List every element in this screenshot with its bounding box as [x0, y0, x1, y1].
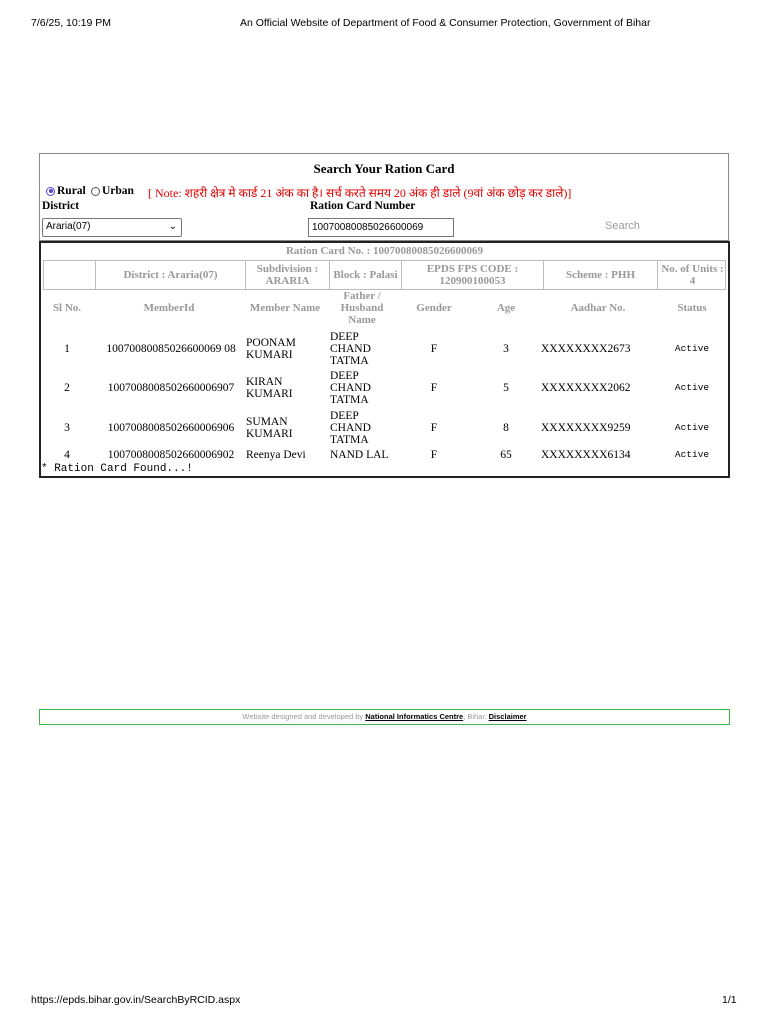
cell-member-id: 1007008008502660006907: [107, 382, 235, 394]
cell-gender: F: [430, 422, 438, 434]
panel-title: Search Your Ration Card: [313, 161, 455, 176]
col-member-id: MemberId: [143, 302, 195, 314]
cell-sl-no: 1: [64, 343, 70, 355]
col-gender: Gender: [416, 302, 452, 314]
card-info-row: [43, 260, 726, 290]
cell-age: 65: [500, 449, 512, 461]
urban-radio[interactable]: [91, 185, 134, 197]
col-age: Age: [496, 302, 516, 314]
urban-label: Urban: [102, 185, 134, 197]
ration-card-number-heading: Ration Card No. : 10070080085026600069: [285, 245, 484, 257]
cell-father-name: DEEP CHAND TATMA: [330, 331, 371, 367]
cell-status: Active: [674, 343, 710, 354]
cell-sl-no: 4: [64, 449, 70, 461]
radio-checked-icon[interactable]: [46, 187, 55, 196]
rural-radio[interactable]: [46, 185, 86, 197]
cell-age: 5: [503, 382, 509, 394]
info-blank: [44, 261, 96, 289]
district-label: District: [42, 200, 80, 212]
info-district: District : Araria(07): [96, 261, 246, 289]
cell-member-name: Reenya Devi: [246, 449, 306, 461]
cell-sl-no: 3: [64, 422, 70, 434]
footer-text: Website designed and developed by: [242, 712, 366, 721]
radio-unchecked-icon[interactable]: [91, 187, 100, 196]
cell-father-name: DEEP CHAND TATMA: [330, 370, 371, 406]
col-status: Status: [677, 302, 707, 314]
cell-aadhar: XXXXXXXX2062: [541, 382, 631, 394]
cell-member-id: 1007008008502660006906: [107, 422, 235, 434]
cell-status: Active: [674, 382, 710, 393]
info-scheme: Scheme : PHH: [544, 261, 658, 289]
info-units: No. of Units : 4: [661, 263, 724, 287]
table-row: [41, 331, 728, 367]
district-select[interactable]: [42, 218, 182, 237]
print-url: https://epds.bihar.gov.in/SearchByRCID.aspx: [31, 994, 241, 1006]
found-message: * Ration Card Found...!: [41, 463, 193, 475]
print-site-title: An Official Website of Department of Food & Consumer Protection, Government of Bihar: [240, 17, 651, 29]
cell-aadhar: XXXXXXXX9259: [541, 422, 631, 434]
table-row: [41, 449, 728, 461]
cell-father-name: DEEP CHAND TATMA: [330, 410, 371, 446]
search-panel: [39, 153, 729, 241]
table-row: [41, 370, 728, 406]
cell-member-id: 1007008008502660006902: [107, 449, 235, 461]
cell-status: Active: [674, 449, 710, 460]
ration-card-input[interactable]: 10070080085026600069: [308, 218, 454, 237]
footer-text-middle: , Bihar.: [463, 712, 489, 721]
cell-member-name: POONAM KUMARI: [246, 337, 296, 361]
cell-gender: F: [430, 449, 438, 461]
cell-status: Active: [674, 422, 710, 433]
chevron-down-icon: ⌄: [168, 221, 177, 232]
cell-gender: F: [430, 382, 438, 394]
info-subdivision: Subdivision : ARARIA: [246, 261, 330, 289]
cell-member-name: SUMAN KUMARI: [246, 416, 293, 440]
col-aadhar: Aadhar No.: [570, 302, 626, 314]
col-sl-no: Sl No.: [52, 302, 82, 314]
cell-gender: F: [430, 343, 438, 355]
cell-age: 3: [503, 343, 509, 355]
cell-age: 8: [503, 422, 509, 434]
info-block: Block : Palasi: [330, 261, 402, 289]
cell-aadhar: XXXXXXXX6134: [541, 449, 631, 461]
district-value: Araria(07): [46, 221, 91, 232]
results-panel: [39, 241, 730, 478]
search-button[interactable]: Search: [605, 220, 640, 232]
print-page-number: 1/1: [722, 994, 737, 1006]
print-datetime: 7/6/25, 10:19 PM: [31, 17, 111, 29]
col-father-husband: Father / Husband Name: [340, 290, 384, 326]
cell-member-name: KIRAN KUMARI: [246, 376, 293, 400]
table-row: [41, 410, 728, 446]
disclaimer-link[interactable]: Disclaimer: [488, 712, 527, 721]
rural-label: Rural: [57, 185, 86, 197]
note-text: [ Note: शहरी क्षेत्र मे कार्ड 21 अंक का है। सर्च करते समय 20 अंक ही डाले (9वां अंक छोड़ कर डाले)]: [148, 186, 572, 200]
site-footer: [39, 709, 730, 725]
info-epds-code: EPDS FPS CODE : 120900100053: [402, 261, 544, 289]
cell-sl-no: 2: [64, 382, 70, 394]
cell-father-name: NAND LAL: [330, 449, 389, 461]
cell-aadhar: XXXXXXXX2673: [541, 343, 631, 355]
cell-member-id: 10070080085026600069 08: [106, 343, 236, 355]
ration-card-label: Ration Card Number: [310, 200, 416, 212]
col-member-name: Member Name: [249, 302, 321, 314]
nic-link[interactable]: National Informatics Centre: [365, 712, 464, 721]
